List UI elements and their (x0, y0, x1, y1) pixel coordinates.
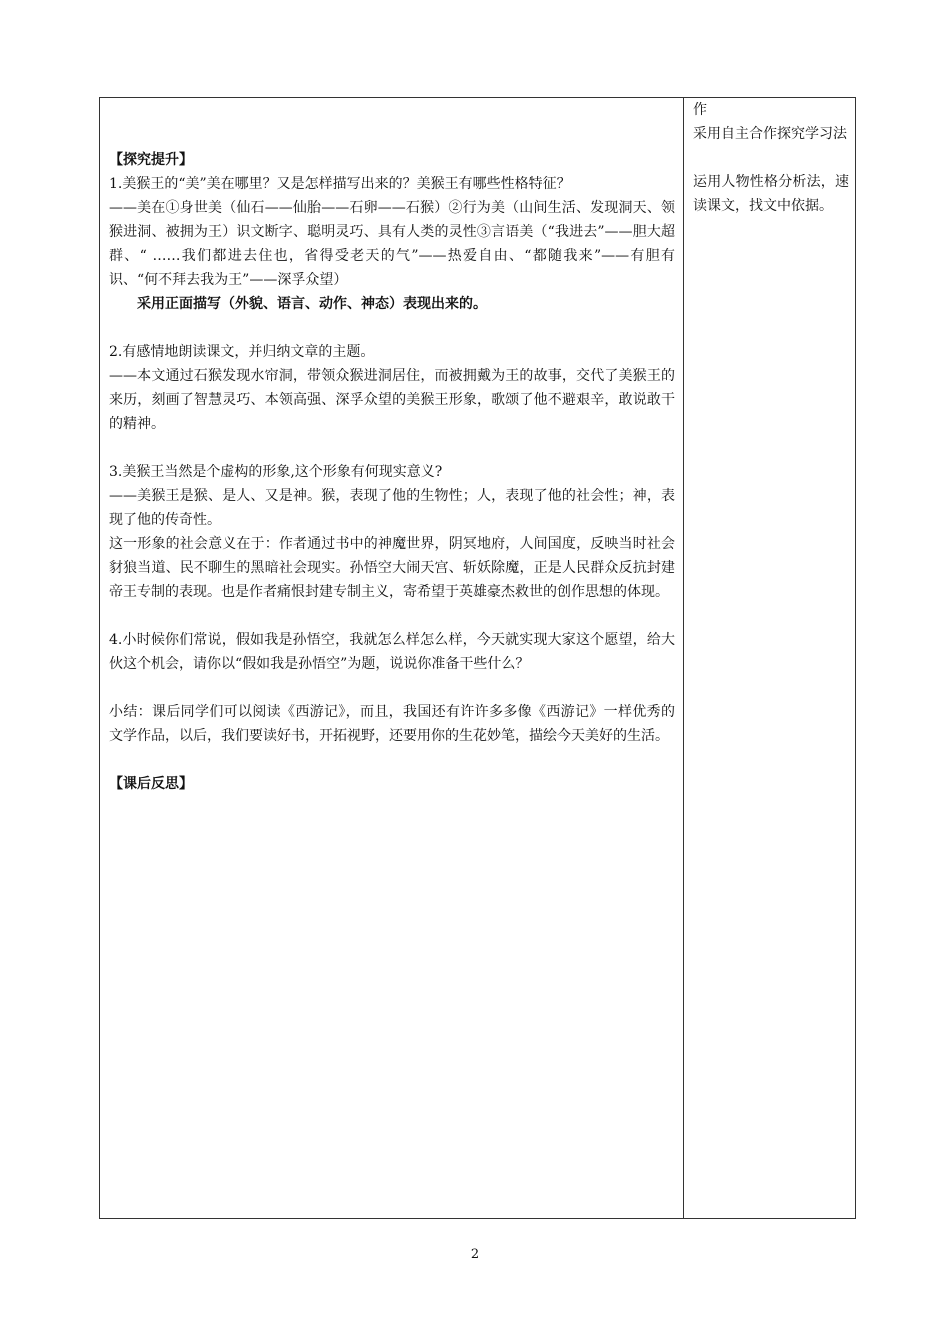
section-heading-explore: 【探究提升】 (109, 152, 193, 168)
answer-1: ——美在①身世美（仙石——仙胎——石卵——石猴）②行为美（山间生活、发现洞天、领猴进洞、被拥为王）识文断字、聪明灵巧、具有人类的灵性③言语美（“我进去”——胆大超群、“ ……我们都进去住也，省得受老天的气”——热爱自由、“都随我来”——有胆有识、“何不拜去我为王”——深孚众望） (109, 200, 675, 288)
side-note-2: 采用自主合作探究学习法 (693, 126, 847, 142)
side-note-1: 作 (693, 102, 707, 118)
question-2: 2.有感情地朗读课文，并归纳文章的主题。 (109, 344, 375, 360)
side-note-3: 运用人物性格分析法，速读课文，找文中依据。 (693, 174, 849, 214)
column-divider (683, 98, 684, 1218)
question-3: 3.美猴王当然是个虚构的形象,这个形象有何现实意义? (109, 464, 443, 480)
answer-2: ——本文通过石猴发现水帘洞，带领众猴进洞居住，而被拥戴为王的故事，交代了美猴王的来历，刻画了智慧灵巧、本领高强、深孚众望的美猴王形象，歌颂了他不避艰辛，敢说敢干的精神。 (109, 368, 675, 432)
answer-3-significance: 这一形象的社会意义在于：作者通过书中的神魔世界，阴冥地府，人间国度，反映当时社会豺狼当道、民不聊生的黑暗社会现实。孙悟空大闹天宫、斩妖除魔，正是人民群众反抗封建帝王专制的表现。也是作者痛恨封建专制主义，寄希望于英雄豪杰救世的创作思想的体现。 (109, 536, 675, 600)
section-heading-reflection: 【课后反思】 (109, 776, 193, 792)
page-number: 2 (470, 1247, 480, 1262)
side-column (693, 98, 849, 218)
answer-1-conclusion: 采用正面描写（外貌、语言、动作、神态）表现出来的。 (137, 296, 487, 312)
question-1: 1.美猴王的“美”美在哪里？又是怎样描写出来的？美猴王有哪些性格特征？ (109, 176, 571, 192)
lesson-table (99, 97, 856, 1219)
main-column (109, 148, 675, 796)
summary: 小结：课后同学们可以阅读《西游记》，而且，我国还有许许多多像《西游记》一样优秀的文学作品，以后，我们要读好书，开拓视野，还要用你的生花妙笔，描绘今天美好的生活。 (109, 704, 675, 744)
question-4: 4.小时候你们常说，假如我是孙悟空，我就怎么样怎么样，今天就实现大家这个愿望，给大伙这个机会，请你以“假如我是孙悟空”为题，说说你准备干些什么？ (109, 632, 675, 672)
answer-3: ——美猴王是猴、是人、又是神。猴，表现了他的生物性；人，表现了他的社会性；神，表现了他的传奇性。 (109, 488, 675, 528)
